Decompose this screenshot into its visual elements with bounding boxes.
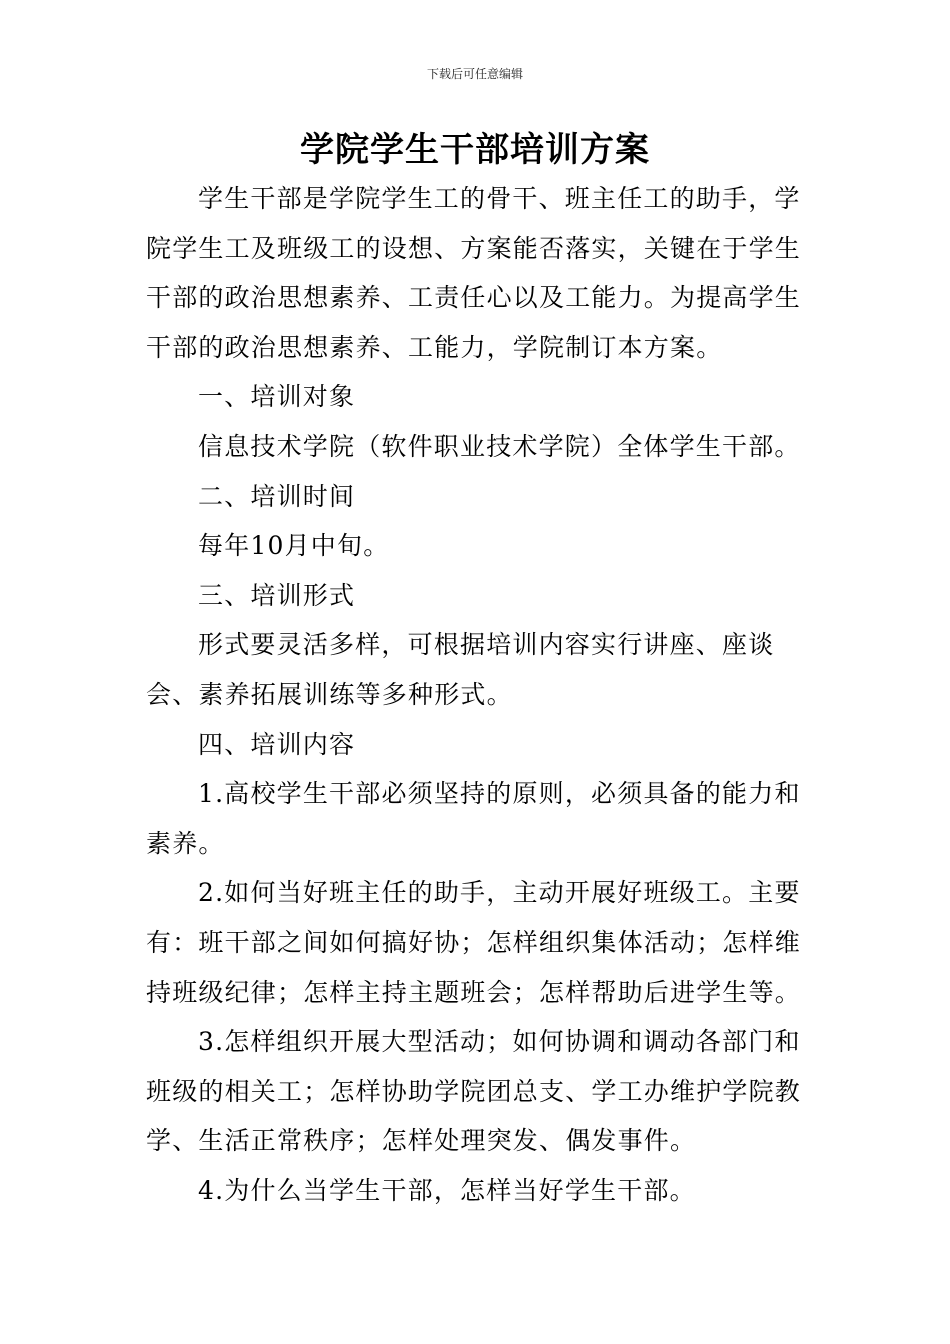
header-note: 下载后可任意编辑 [426, 67, 523, 81]
section-text-form: 形式要灵活多样，可根据培训内容实行讲座、座谈会、素养拓展训练等多种形式。 [146, 630, 775, 709]
content-item-3: 3.怎样组织开展大型活动；如何协调和调动各部门和班级的相关工；怎样协助学院团总支、学工办维护学院教学、生活正常秩序；怎样处理突发、偶发事件。 [146, 1027, 802, 1156]
section-text-target: 信息技术学院（软件职业技术学院）全体学生干部。 [198, 431, 801, 461]
section-heading-content: 四、培训内容 [198, 729, 356, 759]
intro-paragraph: 学生干部是学院学生工的骨干、班主任工的助手，学院学生工及班级工的设想、方案能否落实，关键在于学生干部的政治思想素养、工责任心以及工能力。为提高学生干部的政治思想素养、工能力，学院制订本方案。 [146, 184, 802, 362]
document-body [146, 174, 810, 1215]
content-item-1: 1.高校学生干部必须坚持的原则，必须具备的能力和素养。 [146, 779, 801, 858]
section-heading-target: 一、培训对象 [198, 382, 356, 412]
section-text-time: 每年10月中旬。 [198, 531, 390, 561]
content-item-4: 4.为什么当学生干部，怎样当好学生干部。 [198, 1175, 696, 1205]
document-title: 学院学生干部培训方案 [300, 130, 650, 170]
section-heading-time: 二、培训时间 [198, 481, 356, 511]
section-heading-form: 三、培训形式 [198, 580, 356, 610]
content-item-2: 2.如何当好班主任的助手，主动开展好班级工。主要有：班干部之间如何搞好协；怎样组织集体活动；怎样维持班级纪律；怎样主持主题班会；怎样帮助后进学生等。 [146, 878, 802, 1007]
